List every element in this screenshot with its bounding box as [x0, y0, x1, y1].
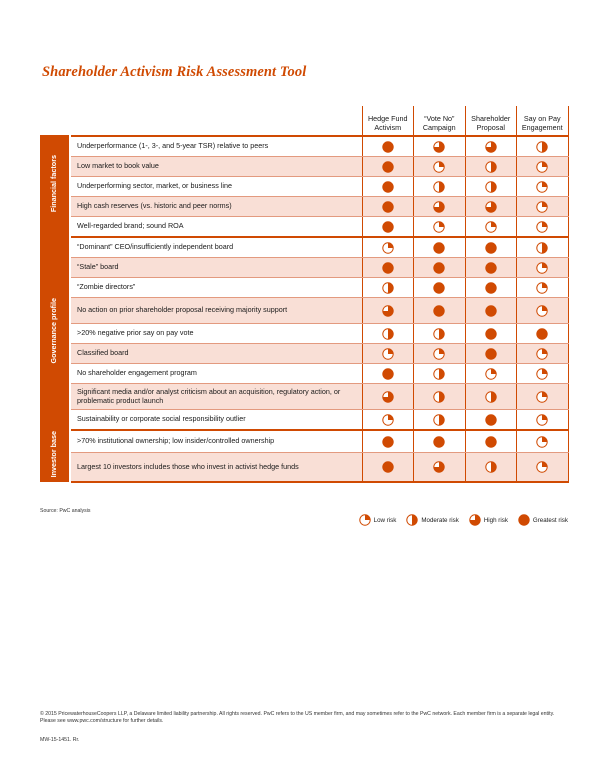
greatest-risk-icon	[382, 436, 394, 448]
column-header-hedge-fund: Hedge Fund Activism	[362, 106, 414, 136]
page-title: Shareholder Activism Risk Assessment Tool	[42, 64, 307, 80]
risk-cell	[517, 217, 569, 238]
low-risk-icon	[536, 221, 548, 233]
low-risk-icon	[433, 161, 445, 173]
group-label-cell	[40, 430, 70, 482]
low-risk-icon	[382, 348, 394, 360]
factor-label: Sustainability or corporate social responsibility outlier	[70, 410, 362, 431]
low-risk-icon	[536, 305, 548, 317]
table-row	[40, 453, 568, 483]
risk-cell	[465, 410, 517, 431]
greatest-risk-icon	[382, 201, 394, 213]
table-row	[40, 136, 568, 157]
table-row	[40, 258, 568, 278]
moderate-risk-icon	[433, 368, 445, 380]
greatest-risk-icon	[485, 305, 497, 317]
risk-cell	[517, 278, 569, 298]
column-header-vote-no: “Vote No” Campaign	[414, 106, 466, 136]
low-risk-icon	[382, 414, 394, 426]
low-risk-icon	[536, 161, 548, 173]
moderate-risk-icon	[433, 391, 445, 403]
greatest-risk-icon	[518, 514, 530, 526]
risk-cell	[362, 364, 414, 384]
risk-cell	[414, 258, 466, 278]
risk-cell	[465, 453, 517, 483]
low-risk-icon	[433, 348, 445, 360]
risk-cell	[517, 298, 569, 324]
factor-label: “Stale” board	[70, 258, 362, 278]
factor-label: Underperformance (1-, 3-, and 5-year TSR) relative to peers	[70, 136, 362, 157]
low-risk-icon	[485, 368, 497, 380]
risk-cell	[362, 157, 414, 177]
risk-cell	[517, 136, 569, 157]
header-blank	[70, 106, 362, 136]
greatest-risk-icon	[485, 262, 497, 274]
header-row	[40, 106, 568, 136]
greatest-risk-icon	[485, 414, 497, 426]
risk-cell	[362, 237, 414, 258]
moderate-risk-icon	[433, 328, 445, 340]
greatest-risk-icon	[485, 348, 497, 360]
greatest-risk-icon	[382, 461, 394, 473]
risk-cell	[517, 258, 569, 278]
risk-cell	[362, 344, 414, 364]
factor-label: Well-regarded brand; sound ROA	[70, 217, 362, 238]
risk-cell	[362, 258, 414, 278]
low-risk-icon	[536, 391, 548, 403]
moderate-risk-icon	[433, 181, 445, 193]
table-row	[40, 177, 568, 197]
greatest-risk-icon	[382, 221, 394, 233]
risk-cell	[517, 324, 569, 344]
risk-cell	[362, 410, 414, 431]
high-risk-icon	[433, 461, 445, 473]
risk-cell	[362, 278, 414, 298]
factor-label: Low market to book value	[70, 157, 362, 177]
group-label: Governance profile	[49, 298, 59, 364]
factor-label: Underperforming sector, market, or business line	[70, 177, 362, 197]
risk-cell	[517, 344, 569, 364]
table-row	[40, 364, 568, 384]
risk-cell	[362, 384, 414, 410]
table-body	[40, 136, 568, 482]
greatest-risk-icon	[485, 436, 497, 448]
greatest-risk-icon	[382, 262, 394, 274]
risk-cell	[414, 410, 466, 431]
moderate-risk-icon	[433, 414, 445, 426]
legend-label: Moderate risk	[421, 516, 459, 524]
greatest-risk-icon	[382, 181, 394, 193]
risk-cell	[465, 384, 517, 410]
high-risk-icon	[382, 305, 394, 317]
risk-cell	[362, 136, 414, 157]
risk-cell	[362, 430, 414, 453]
table-row	[40, 324, 568, 344]
risk-cell	[414, 237, 466, 258]
greatest-risk-icon	[433, 262, 445, 274]
legend-label: High risk	[483, 516, 508, 524]
greatest-risk-icon	[433, 242, 445, 254]
risk-cell	[465, 157, 517, 177]
low-risk-icon	[536, 262, 548, 274]
moderate-risk-icon	[485, 161, 497, 173]
factor-label: >70% institutional ownership; low insider/controlled ownership	[70, 430, 362, 453]
risk-cell	[465, 197, 517, 217]
table-row	[40, 237, 568, 258]
greatest-risk-icon	[382, 368, 394, 380]
moderate-risk-icon	[406, 514, 418, 526]
risk-cell	[465, 177, 517, 197]
risk-cell	[465, 217, 517, 238]
factor-label: Classified board	[70, 344, 362, 364]
risk-cell	[517, 197, 569, 217]
high-risk-icon	[485, 141, 497, 153]
group-label: Investor base	[49, 431, 59, 478]
risk-cell	[465, 278, 517, 298]
table-row	[40, 298, 568, 324]
risk-cell	[362, 197, 414, 217]
legend-item-greatest	[518, 514, 568, 526]
greatest-risk-icon	[433, 305, 445, 317]
risk-cell	[414, 197, 466, 217]
table-row	[40, 157, 568, 177]
legend-item-high	[469, 514, 508, 526]
risk-cell	[465, 364, 517, 384]
risk-cell	[362, 298, 414, 324]
greatest-risk-icon	[382, 161, 394, 173]
risk-cell	[517, 384, 569, 410]
greatest-risk-icon	[536, 328, 548, 340]
high-risk-icon	[382, 391, 394, 403]
table-row	[40, 344, 568, 364]
document-code: MW-15-1451. Rr.	[40, 737, 80, 743]
legend-item-moderate	[406, 514, 458, 526]
table-row	[40, 384, 568, 410]
risk-cell	[465, 136, 517, 157]
risk-assessment-table	[40, 106, 569, 483]
low-risk-icon	[536, 368, 548, 380]
group-label: Financial factors	[49, 155, 59, 213]
greatest-risk-icon	[485, 282, 497, 294]
risk-cell	[465, 324, 517, 344]
risk-cell	[362, 324, 414, 344]
moderate-risk-icon	[485, 181, 497, 193]
greatest-risk-icon	[433, 436, 445, 448]
low-risk-icon	[382, 242, 394, 254]
risk-cell	[414, 344, 466, 364]
risk-cell	[517, 453, 569, 483]
high-risk-icon	[433, 201, 445, 213]
risk-cell	[517, 177, 569, 197]
legend-item-low	[359, 514, 397, 526]
legend-label: Low risk	[373, 516, 397, 524]
risk-cell	[414, 278, 466, 298]
group-label-cell	[40, 136, 70, 237]
risk-cell	[414, 177, 466, 197]
risk-cell	[362, 217, 414, 238]
high-risk-icon	[469, 514, 481, 526]
risk-cell	[414, 217, 466, 238]
risk-cell	[517, 430, 569, 453]
risk-cell	[465, 298, 517, 324]
risk-cell	[414, 136, 466, 157]
risk-legend	[359, 514, 568, 526]
low-risk-icon	[433, 221, 445, 233]
moderate-risk-icon	[485, 461, 497, 473]
copyright-footer: © 2015 PricewaterhouseCoopers LLP, a Delaware limited liability partnership. All rights reserved. PwC refers to the US member firm, and may sometimes refer to the PwC network. Each member firm is a separate legal entity. Please see www.pwc.com/structure for further details.	[40, 711, 555, 725]
table-row	[40, 278, 568, 298]
factor-label: High cash reserves (vs. historic and peer norms)	[70, 197, 362, 217]
column-header-say-on-pay: Say on Pay Engagement	[517, 106, 569, 136]
factor-label: “Zombie directors”	[70, 278, 362, 298]
moderate-risk-icon	[536, 242, 548, 254]
low-risk-icon	[536, 282, 548, 294]
low-risk-icon	[536, 201, 548, 213]
low-risk-icon	[536, 414, 548, 426]
greatest-risk-icon	[382, 141, 394, 153]
risk-cell	[414, 298, 466, 324]
group-label-cell	[40, 237, 70, 430]
moderate-risk-icon	[382, 282, 394, 294]
risk-cell	[517, 157, 569, 177]
greatest-risk-icon	[485, 328, 497, 340]
risk-cell	[465, 258, 517, 278]
header-blank	[40, 106, 70, 136]
table-row	[40, 217, 568, 238]
column-header-shareholder-proposal: Shareholder Proposal	[465, 106, 517, 136]
risk-cell	[465, 430, 517, 453]
risk-cell	[362, 453, 414, 483]
risk-cell	[414, 453, 466, 483]
low-risk-icon	[536, 181, 548, 193]
moderate-risk-icon	[536, 141, 548, 153]
moderate-risk-icon	[485, 391, 497, 403]
risk-cell	[414, 384, 466, 410]
risk-cell	[414, 157, 466, 177]
low-risk-icon	[359, 514, 371, 526]
moderate-risk-icon	[382, 328, 394, 340]
table-row	[40, 430, 568, 453]
table-row	[40, 197, 568, 217]
risk-cell	[517, 410, 569, 431]
risk-cell	[362, 177, 414, 197]
risk-cell	[414, 430, 466, 453]
risk-cell	[517, 364, 569, 384]
factor-label: No shareholder engagement program	[70, 364, 362, 384]
risk-cell	[414, 324, 466, 344]
greatest-risk-icon	[433, 282, 445, 294]
risk-assessment-table-container	[40, 106, 568, 483]
high-risk-icon	[485, 201, 497, 213]
source-note: Source: PwC analysis	[40, 508, 91, 514]
factor-label: “Dominant” CEO/insufficiently independent board	[70, 237, 362, 258]
risk-cell	[414, 364, 466, 384]
high-risk-icon	[433, 141, 445, 153]
factor-label: Largest 10 investors includes those who invest in activist hedge funds	[70, 453, 362, 483]
factor-label: Significant media and/or analyst criticism about an acquisition, regulatory action, or problematic product launch	[70, 384, 362, 410]
low-risk-icon	[485, 221, 497, 233]
risk-cell	[517, 237, 569, 258]
risk-cell	[465, 237, 517, 258]
low-risk-icon	[536, 348, 548, 360]
risk-cell	[465, 344, 517, 364]
legend-label: Greatest risk	[532, 516, 568, 524]
greatest-risk-icon	[485, 242, 497, 254]
table-row	[40, 410, 568, 431]
factor-label: No action on prior shareholder proposal receiving majority support	[70, 298, 362, 324]
low-risk-icon	[536, 461, 548, 473]
low-risk-icon	[536, 436, 548, 448]
factor-label: >20% negative prior say on pay vote	[70, 324, 362, 344]
